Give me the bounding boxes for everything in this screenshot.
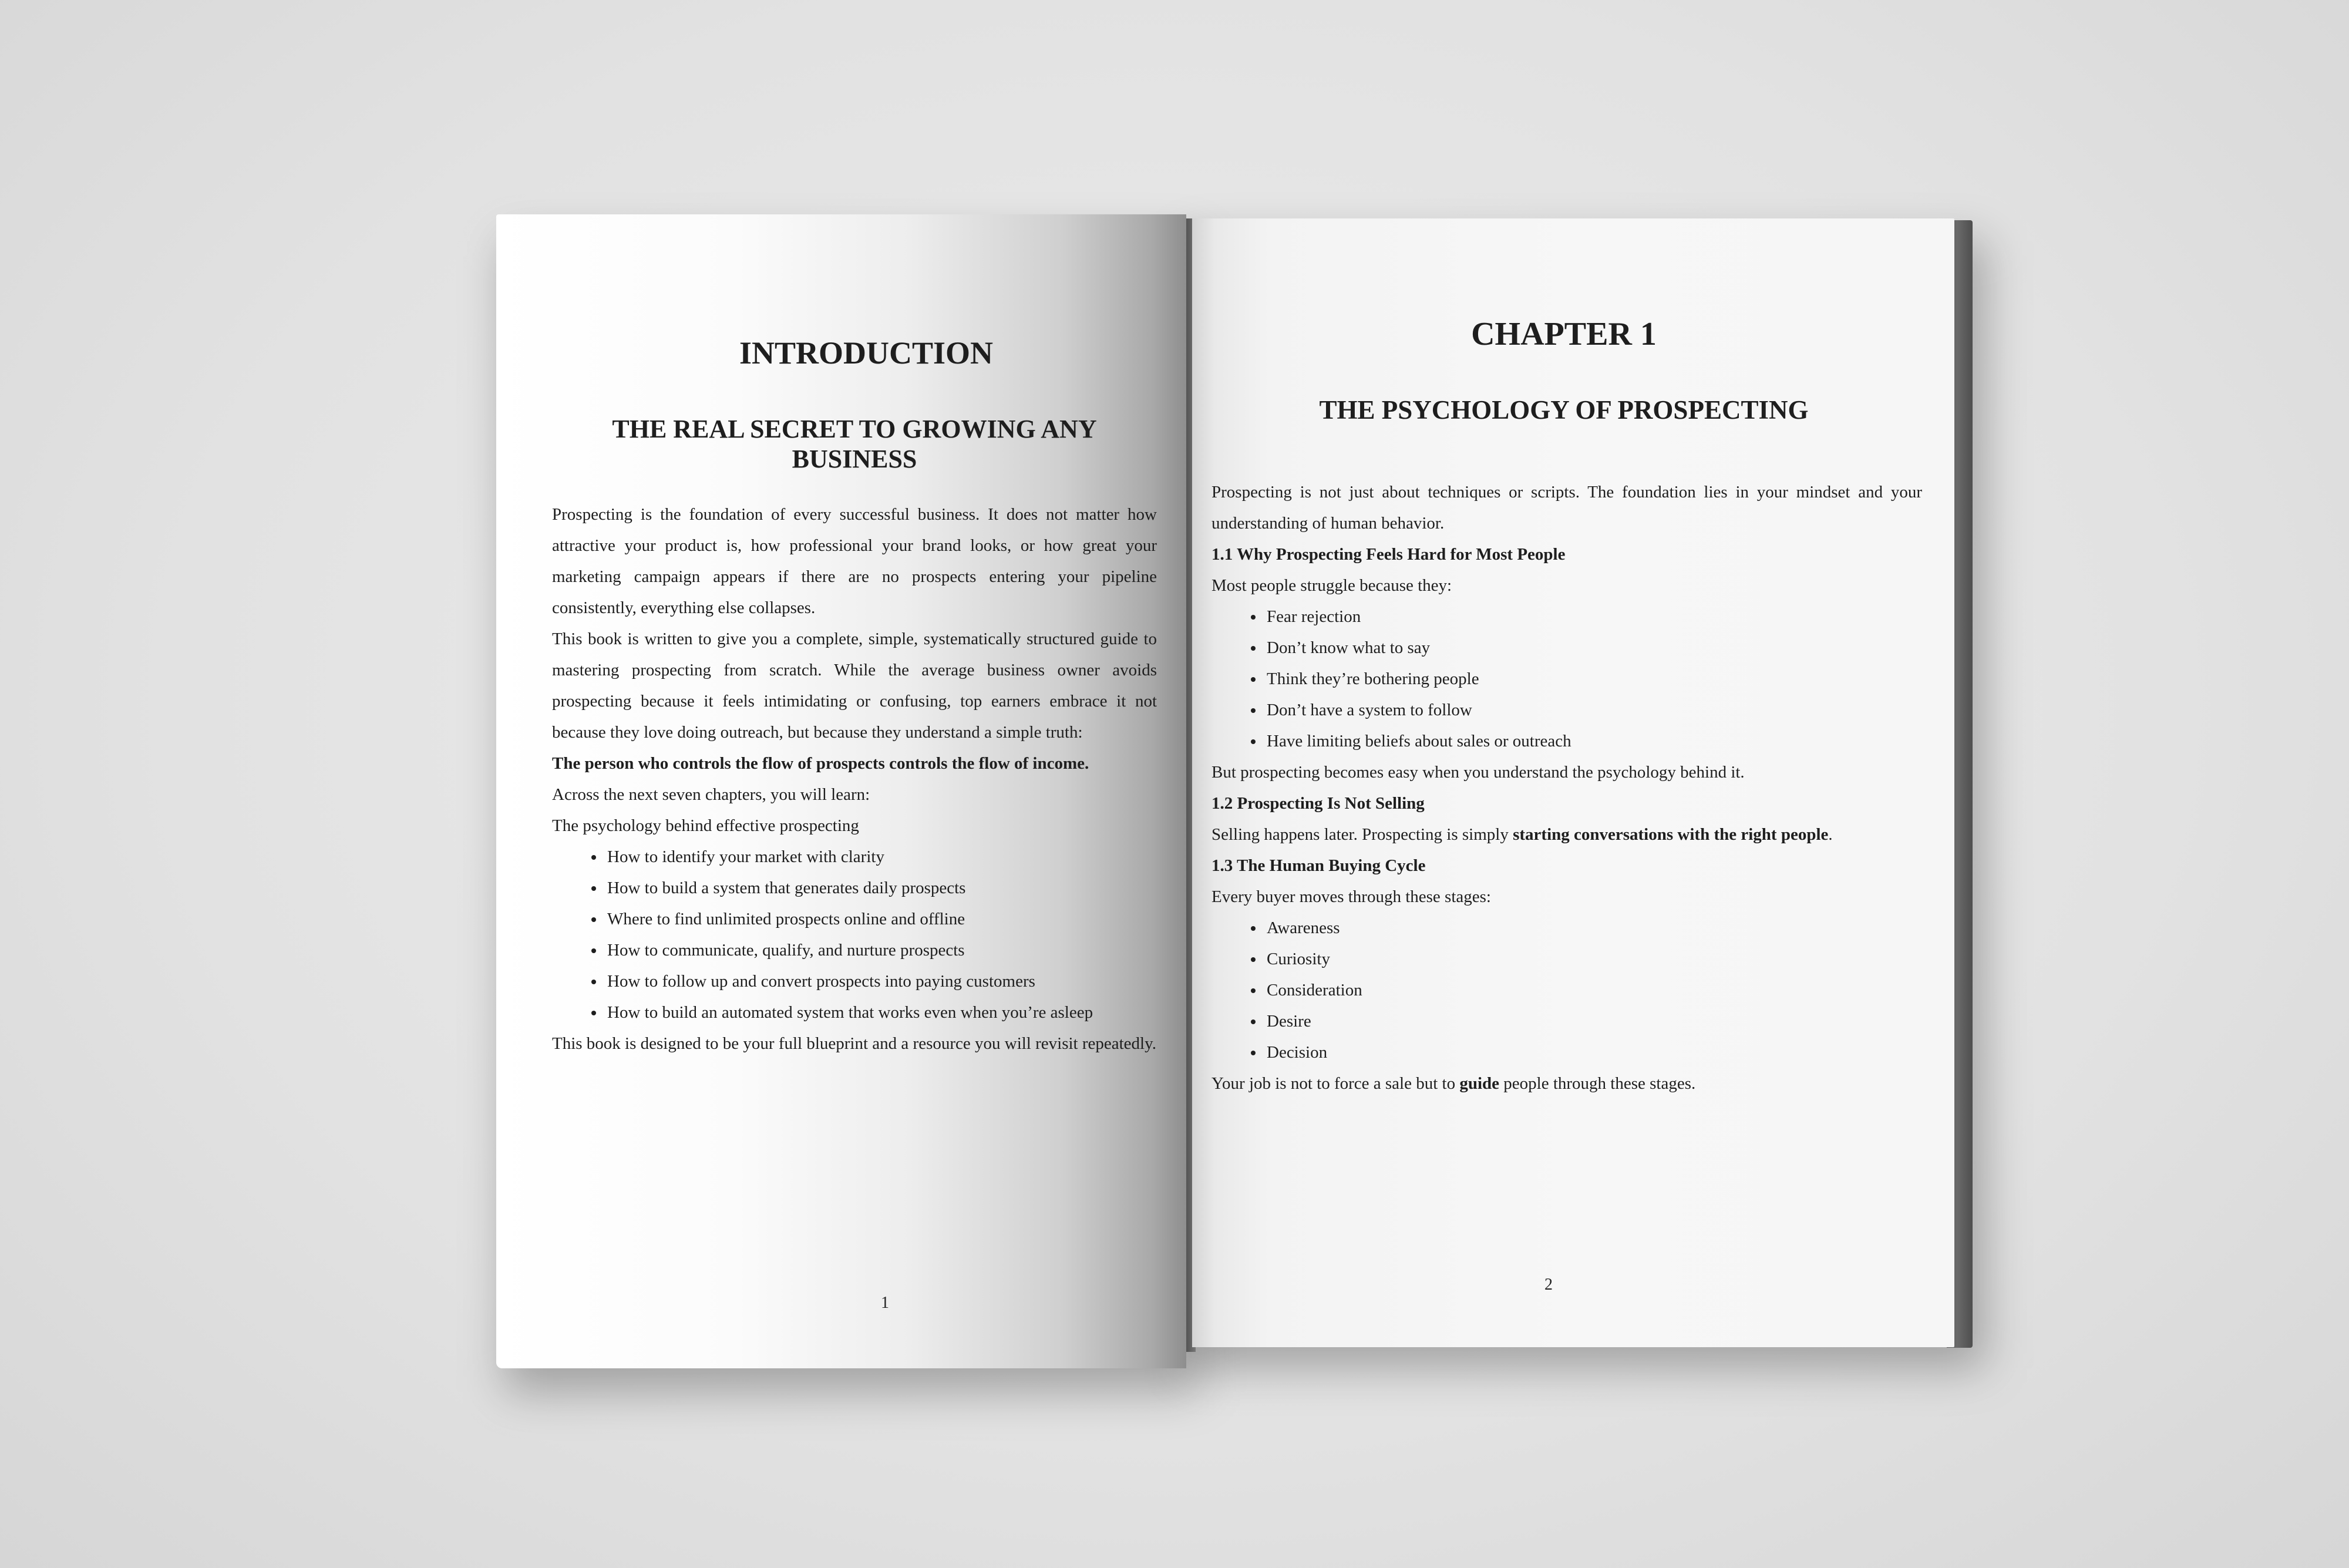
emphasis-text: starting conversations with the right people [1513, 825, 1829, 844]
list-item: • Where to find unlimited prospects online and offline [605, 904, 1157, 935]
paragraph: Most people struggle because they: [1211, 576, 1452, 595]
paragraph: Prospecting is the foundation of every successful business. It does not matter how attractive your product is, how professional your brand looks, or how great your marketing campaign appears if there are no prospects entering your pipeline consistently, everything else collapses. [552, 505, 1157, 617]
paragraph: Across the next seven chapters, you will learn: [552, 785, 870, 804]
list-item: • Desire [1264, 1006, 1922, 1037]
list-item: • How to follow up and convert prospects into paying customers [605, 966, 1157, 997]
list-item: • Don’t know what to say [1264, 632, 1922, 664]
list-item: • How to identify your market with clarity [605, 842, 1157, 873]
section-heading: 1.3 The Human Buying Cycle [1211, 856, 1426, 875]
text-run: Selling happens later. Prospecting is simply [1211, 825, 1513, 844]
page-subtitle: THE REAL SECRET TO GROWING ANY BUSINESS [612, 415, 1097, 473]
list-item: • Awareness [1264, 913, 1922, 944]
section-heading: 1.2 Prospecting Is Not Selling [1211, 794, 1425, 813]
struggles-list [1211, 601, 1922, 757]
stages-list [1211, 913, 1922, 1068]
page-number: 1 [881, 1294, 889, 1312]
paragraph: Prospecting is not just about techniques or scripts. The foundation lies in your mindset and your understanding of human behavior. [1211, 483, 1922, 533]
list-item: • Think they’re bothering people [1264, 664, 1922, 695]
list-item: • Fear rejection [1264, 601, 1922, 632]
left-page [496, 214, 1186, 1368]
paragraph: But prospecting becomes easy when you understand the psychology behind it. [1211, 763, 1745, 782]
list-item: • How to build a system that generates daily prospects [605, 873, 1157, 904]
paragraph [1211, 1068, 1922, 1099]
text-run: . [1828, 825, 1833, 844]
text-run: Your job is not to force a sale but to [1211, 1074, 1460, 1093]
right-page [1192, 218, 1954, 1347]
list-item: • How to build an automated system that works even when you’re asleep [605, 997, 1157, 1028]
text-run: people through these stages. [1499, 1074, 1696, 1093]
paragraph: Every buyer moves through these stages: [1211, 887, 1491, 906]
paragraph: The psychology behind effective prospecting [552, 816, 859, 835]
chapter-subtitle: THE PSYCHOLOGY OF PROSPECTING [1319, 395, 1809, 425]
key-truth: The person who controls the flow of prospects controls the flow of income. [552, 754, 1089, 773]
section-heading: 1.1 Why Prospecting Feels Hard for Most People [1211, 545, 1566, 564]
left-body-text [552, 499, 1157, 1059]
list-item: • Consideration [1264, 975, 1922, 1006]
list-item: • Decision [1264, 1037, 1922, 1068]
list-item: • Have limiting beliefs about sales or outreach [1264, 726, 1922, 757]
page-number: 2 [1544, 1276, 1553, 1294]
paragraph: This book is written to give you a complete, simple, systematically structured guide to mastering prospecting from scratch. While the average business owner avoids prospecting because it feels intimidating or confusing, top earners embrace it not because they love doing outreach, but because they understand a simple truth: [552, 630, 1157, 742]
page-title: INTRODUCTION [739, 335, 994, 371]
right-body-text [1211, 477, 1922, 1099]
chapter-title: CHAPTER 1 [1471, 316, 1657, 352]
emphasis-text: guide [1459, 1074, 1500, 1093]
list-item: • Don’t have a system to follow [1264, 695, 1922, 726]
paragraph: This book is designed to be your full blueprint and a resource you will revisit repeatedly. [552, 1034, 1156, 1053]
topics-list [552, 842, 1157, 1028]
paragraph [1211, 819, 1922, 850]
list-item: • Curiosity [1264, 944, 1922, 975]
list-item: • How to communicate, qualify, and nurture prospects [605, 935, 1157, 966]
